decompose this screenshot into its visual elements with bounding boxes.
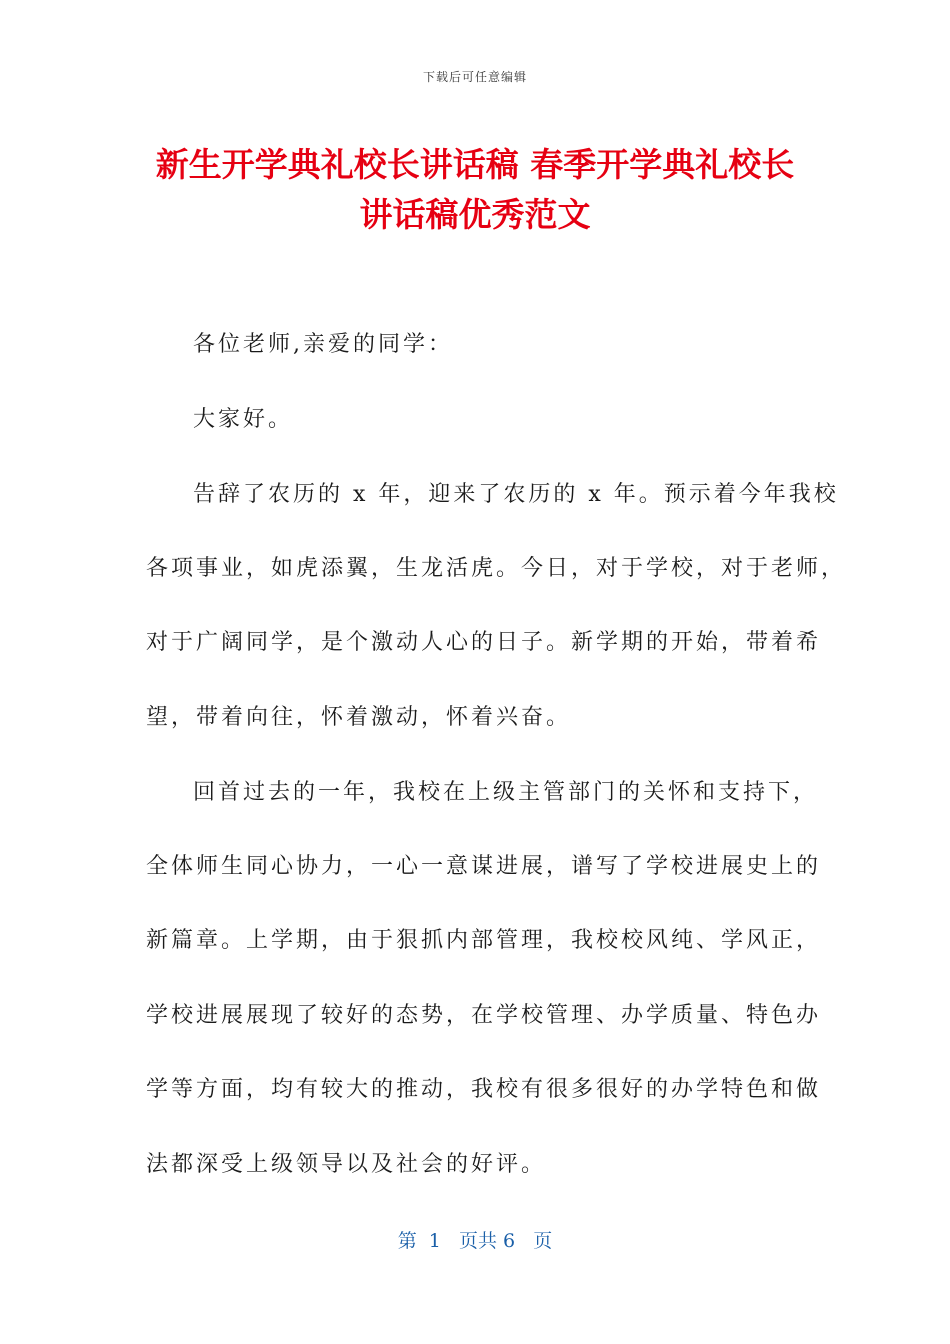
paragraph-line: 各项事业，如虎添翼，生龙活虎。今日，对于学校，对于老师，	[146, 556, 847, 581]
paragraph-line: 告辞了农历的 x 年，迎来了农历的 x 年。预示着今年我校	[193, 482, 839, 507]
paragraph-line: 回首过去的一年，我校在上级主管部门的关怀和支持下，	[193, 780, 819, 805]
title-line-1: 新生开学典礼校长讲话稿 春季开学典礼校长	[155, 145, 795, 184]
paragraph-line: 全体师生同心协力，一心一意谋进展，谱写了学校进展史上的	[146, 854, 822, 879]
greeting: 大家好。	[193, 407, 294, 432]
paragraph-line: 学校进展展现了较好的态势，在学校管理、办学质量、特色办	[146, 1003, 822, 1028]
document-title	[120, 140, 830, 240]
paragraph-line: 学等方面，均有较大的推动，我校有很多很好的办学特色和做	[146, 1077, 822, 1102]
paragraph-line: 法都深受上级领导以及社会的好评。	[146, 1152, 547, 1177]
paragraph-line: 望，带着向往，怀着激动，怀着兴奋。	[146, 705, 572, 730]
salutation: 各位老师,亲爱的同学：	[193, 332, 453, 357]
paragraph-line: 新篇章。上学期，由于狠抓内部管理，我校校风纯、学风正，	[146, 928, 822, 953]
header-note: 下载后可任意编辑	[422, 70, 527, 84]
page-number-footer: 第 1 页共 6 页	[397, 1230, 553, 1252]
paragraph-line: 对于广阔同学，是个激动人心的日子。新学期的开始，带着希	[146, 630, 822, 655]
title-line-2: 讲话稿优秀范文	[359, 195, 591, 234]
